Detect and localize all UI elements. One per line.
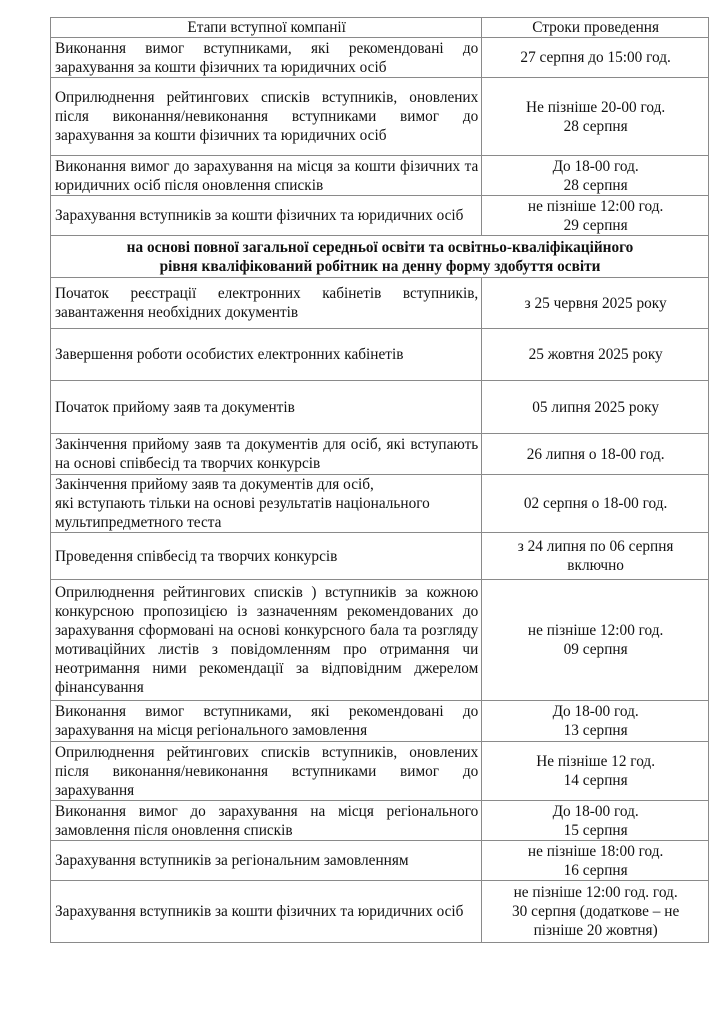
stage-cell: Початок реєстрації електронних кабінетів вступників, завантаження необхідних документів: [51, 278, 482, 329]
table-row: [51, 475, 709, 533]
stage-cell: Зарахування вступників за регіональним замовленням: [51, 841, 482, 881]
date-time: До 18-00 год.: [552, 802, 639, 820]
stage-cell: Виконання вимог до зарахування на місця регіонального замовлення після оновлення списків: [51, 801, 482, 841]
table-row: [51, 742, 709, 801]
table-row: [51, 801, 709, 841]
date-time: До 18-00 год.: [552, 703, 639, 720]
section-heading: [51, 236, 709, 278]
date-cell: 26 липня о 18-00 год.: [482, 434, 709, 475]
date-cell: 05 липня 2025 року: [482, 381, 709, 434]
date-cell: [482, 881, 709, 943]
date-cell: [482, 78, 709, 156]
date-cell: з 25 червня 2025 року: [482, 278, 709, 329]
date-cell: [482, 742, 709, 801]
stage-cell: Виконання вимог вступниками, які рекомендовані до зарахування на місця регіонального замовлення: [51, 701, 482, 742]
date-time: Не пізніше 12 год.: [536, 753, 656, 770]
stage-cell: Завершення роботи особистих електронних кабінетів: [51, 329, 482, 381]
stage-line: які вступають тільки на основі результатів національного мультипредметного теста: [55, 495, 430, 531]
date-time: не пізніше 12:00 год.: [527, 197, 664, 215]
date-time: До 18-00 год.: [552, 157, 639, 175]
section-header-row: [51, 236, 709, 278]
table-row: [51, 381, 709, 434]
date-time: не пізніше 12:00 год.: [527, 622, 664, 639]
date-note: включно: [567, 557, 624, 574]
date-day: 13 серпня: [563, 722, 628, 739]
date-cell: 25 жовтня 2025 року: [482, 329, 709, 381]
date-range: з 24 липня по 06 серпня: [517, 538, 674, 555]
date-cell: [482, 156, 709, 196]
date-day: 09 серпня: [563, 641, 628, 658]
date-time: Не пізніше 20-00 год.: [526, 98, 666, 116]
table-row: [51, 156, 709, 196]
table-row: [51, 434, 709, 475]
table-row: [51, 196, 709, 236]
table-row: [51, 533, 709, 580]
table-row: [51, 38, 709, 78]
date-time: не пізніше 12:00 год. год.: [513, 884, 678, 901]
stage-cell: Зарахування вступників за кошти фізичних та юридичних осіб: [51, 881, 482, 943]
section-heading-line1: на основі повної загальної середньої освіти та освітньо-кваліфікаційного: [126, 238, 634, 256]
date-day: 14 серпня: [563, 772, 628, 789]
date-cell: [482, 196, 709, 236]
table-row: [51, 78, 709, 156]
date-cell: 27 серпня до 15:00 год.: [482, 38, 709, 78]
stage-cell: Закінчення прийому заяв та документів для осіб, які вступають на основі співбесід та творчих конкурсів: [51, 434, 482, 475]
date-cell: [482, 533, 709, 580]
date-time: не пізніше 18:00 год.: [527, 842, 664, 860]
stage-cell: Початок прийому заяв та документів: [51, 381, 482, 434]
header-stage: Етапи вступної компанії: [51, 18, 482, 38]
stage-cell: Оприлюднення рейтингових списків вступників, оновлених після виконання/невиконання вступниками вимог до зарахування за кошти фізичних та юридичних осіб: [51, 78, 482, 156]
stage-cell: Виконання вимог вступниками, які рекомендовані до зарахування за кошти фізичних та юридичних осіб: [51, 38, 482, 78]
table-row: [51, 580, 709, 701]
date-cell: [482, 801, 709, 841]
date-day: 15 серпня: [563, 821, 628, 839]
table-row: [51, 278, 709, 329]
stage-cell: Виконання вимог до зарахування на місця за кошти фізичних та юридичних осіб після оновлення списків: [51, 156, 482, 196]
stage-cell: Зарахування вступників за кошти фізичних та юридичних осіб: [51, 196, 482, 236]
date-day: 28 серпня: [563, 117, 628, 135]
admission-schedule-table: [50, 17, 709, 943]
stage-cell: Оприлюднення рейтингових списків вступників, оновлених після виконання/невиконання вступниками вимог до зарахування: [51, 742, 482, 801]
header-date: Строки проведення: [482, 18, 709, 38]
table-row: [51, 701, 709, 742]
table-row: [51, 329, 709, 381]
table-header-row: [51, 18, 709, 38]
date-cell: [482, 701, 709, 742]
stage-cell: Проведення співбесід та творчих конкурсів: [51, 533, 482, 580]
date-day: 30 серпня (додаткове – не пізніше 20 жовтня): [512, 903, 680, 939]
date-day: 28 серпня: [563, 176, 628, 194]
date-day: 16 серпня: [563, 861, 628, 879]
date-cell: [482, 580, 709, 701]
table-row: [51, 841, 709, 881]
stage-line: Закінчення прийому заяв та документів для осіб,: [55, 476, 374, 493]
date-cell: [482, 841, 709, 881]
date-cell: 02 серпня о 18-00 год.: [482, 475, 709, 533]
table-row: [51, 881, 709, 943]
date-day: 29 серпня: [563, 216, 628, 234]
stage-cell: Оприлюднення рейтингових списків ) вступників за кожною конкурсною пропозицією із зазначенням рекомендованих до зарахування сформовані на основі конкурсного бала та розгляду мотиваційних листів з повідомленням про отримання чи неотримання ними рекомендації за відповідним джерелом фінансування: [51, 580, 482, 701]
stage-cell: [51, 475, 482, 533]
section-heading-line2: рівня кваліфікований робітник на денну форму здобуття освіти: [159, 257, 601, 275]
